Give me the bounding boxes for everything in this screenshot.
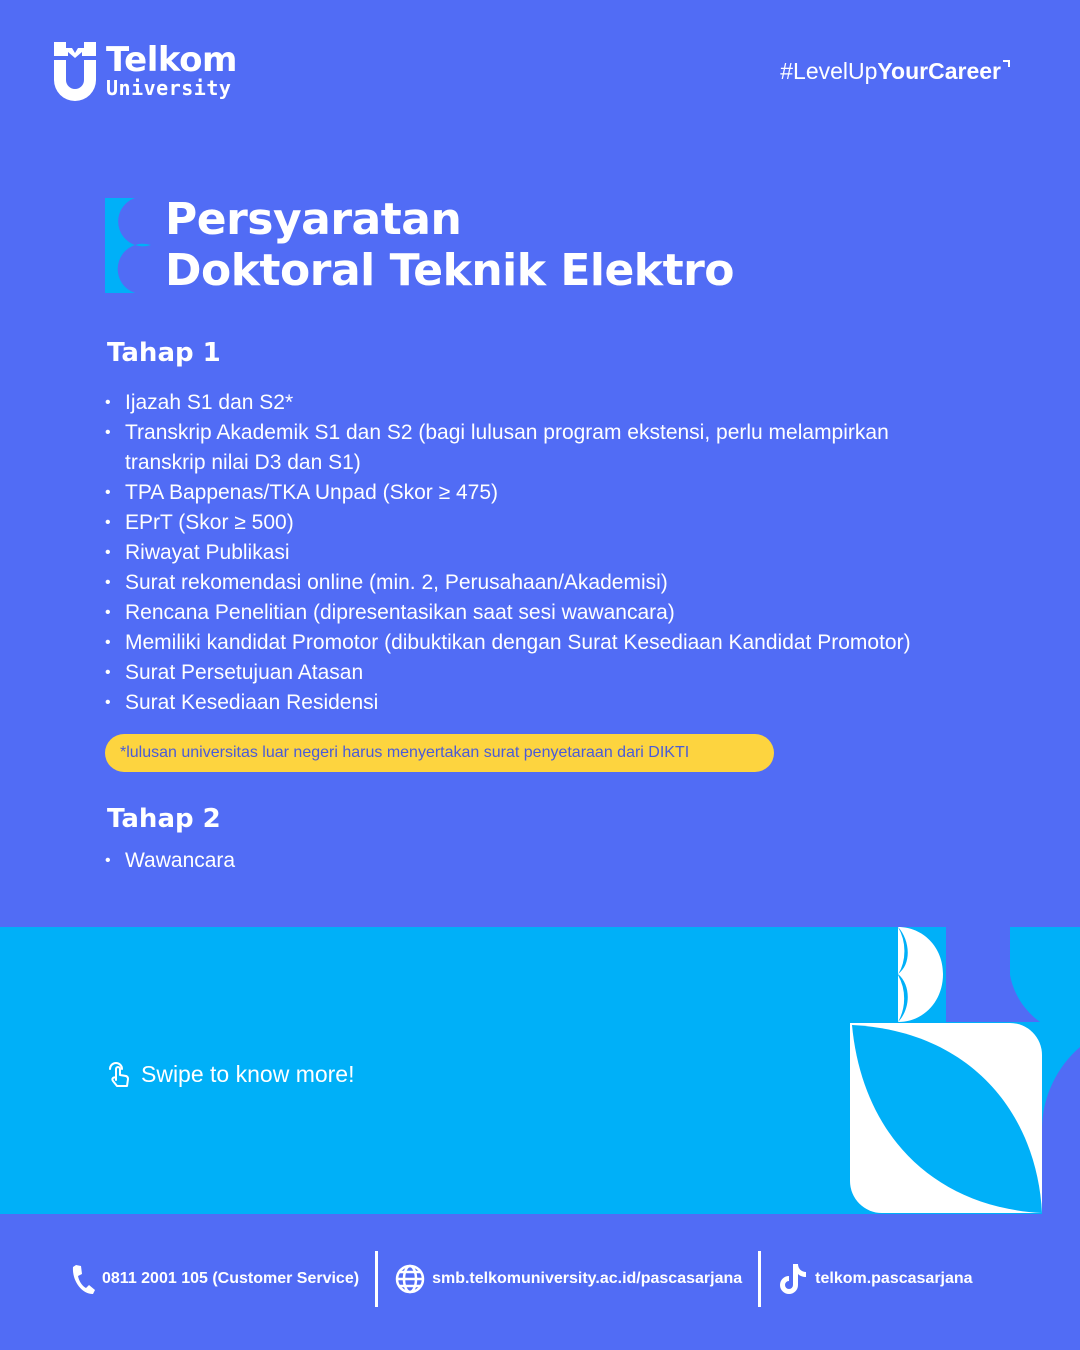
title-accent-bar [105, 198, 151, 293]
tiktok-link[interactable] [777, 1262, 972, 1296]
list-item: • Surat Kesediaan Residensi [105, 688, 975, 718]
divider [375, 1251, 378, 1307]
swipe-hint[interactable] [107, 1060, 354, 1088]
telkom-logo-icon [52, 40, 98, 102]
title-line2: Doktoral Teknik Elektro [165, 245, 735, 296]
footer [70, 1250, 973, 1308]
stage1-heading: Tahap 1 [107, 338, 221, 368]
hashtag [780, 58, 1010, 85]
list-item: • Memiliki kandidat Promotor (dibuktikan dengan Surat Kesediaan Kandidat Promotor) [105, 628, 975, 658]
swipe-text: Swipe to know more! [141, 1060, 355, 1087]
website-link[interactable] [394, 1263, 742, 1295]
stage1-list [105, 388, 975, 718]
list-item: • Surat Persetujuan Atasan [105, 658, 975, 688]
decorative-shapes [840, 927, 1080, 1214]
list-item: • Surat rekomendasi online (min. 2, Perusahaan/Akademisi) [105, 568, 975, 598]
list-item: • Riwayat Publikasi [105, 538, 975, 568]
list-item: • Rencana Penelitian (dipresentasikan saat sesi wawancara) [105, 598, 975, 628]
stage2-heading: Tahap 2 [107, 804, 221, 834]
note-badge: *lulusan universitas luar negeri harus menyertakan surat penyetaraan dari DIKTI [105, 734, 774, 772]
list-item: • EPrT (Skor ≥ 500) [105, 508, 975, 538]
hand-tap-icon [107, 1060, 133, 1088]
page-title [165, 194, 734, 296]
globe-icon [394, 1263, 426, 1295]
list-item: • TPA Bappenas/TKA Unpad (Skor ≥ 475) [105, 478, 975, 508]
stage2-list [105, 846, 975, 876]
list-item: • Wawancara [105, 846, 975, 876]
brand-sub: University [106, 76, 232, 100]
title-line1: Persyaratan [165, 194, 462, 245]
divider [758, 1251, 761, 1307]
phone-contact[interactable] [70, 1263, 359, 1295]
phone-icon [70, 1263, 96, 1295]
hashtag-part2: YourCareer [877, 58, 1001, 84]
hashtag-part1: #LevelUp [780, 58, 878, 84]
website-text: smb.telkomuniversity.ac.id/pascasarjana [432, 1270, 743, 1287]
brand-name: Telkom [106, 40, 237, 80]
list-item: • Transkrip Akademik S1 dan S2 (bagi lulusan program ekstensi, perlu melampirkan transkrip nilai D3 dan S1) [105, 418, 925, 478]
tiktok-icon [777, 1262, 809, 1296]
tiktok-text: telkom.pascasarjana [815, 1270, 973, 1287]
list-item: • Ijazah S1 dan S2* [105, 388, 975, 418]
corner-icon [1003, 60, 1010, 67]
telkom-university-logo [52, 40, 237, 102]
phone-text: 0811 2001 105 (Customer Service) [102, 1270, 360, 1287]
